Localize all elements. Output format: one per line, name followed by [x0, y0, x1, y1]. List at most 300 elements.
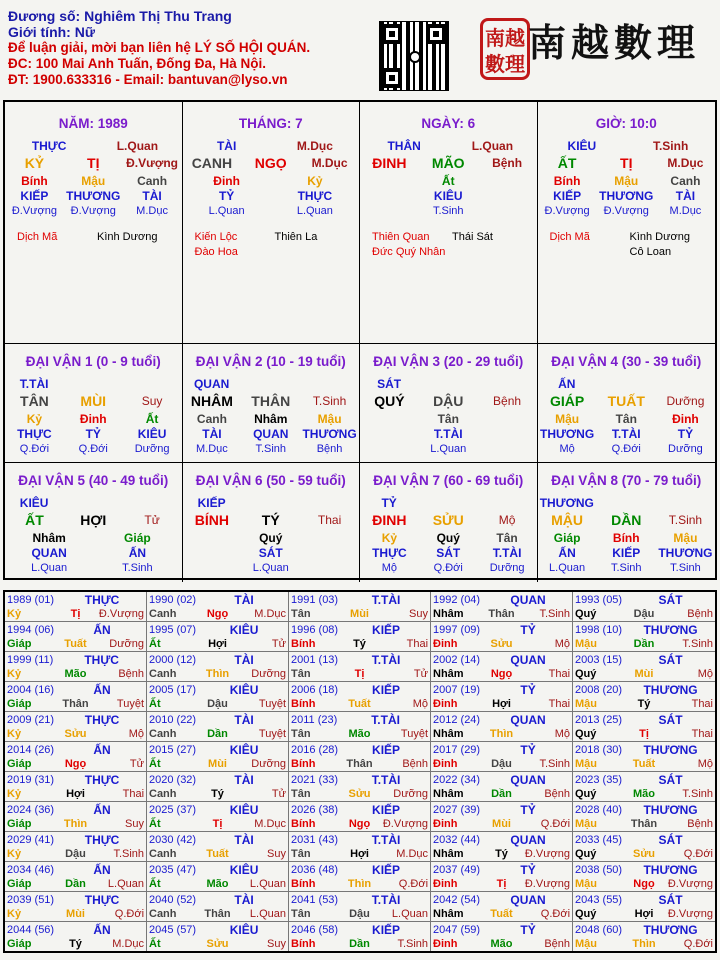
year-label: 2028 (40) — [575, 803, 623, 816]
year-branch: Mão — [633, 788, 655, 800]
hidden-god: TỶ — [85, 426, 101, 441]
year-state: Bệnh — [118, 668, 145, 680]
hidden-god: KIÊU — [137, 426, 167, 441]
year-head — [149, 742, 286, 757]
year-god: SÁT — [658, 832, 683, 847]
hidden-stem: Mậu — [614, 173, 639, 188]
year-god: ẤN — [93, 862, 111, 877]
year-branch: Thân — [204, 908, 231, 920]
year-state: Tử — [271, 788, 287, 800]
year-head — [291, 832, 428, 847]
year-body — [7, 877, 144, 891]
year-cell — [289, 712, 431, 742]
year-body — [575, 727, 713, 741]
year-state: Tuyệt — [116, 698, 145, 710]
dai-van-stem: ĐINH — [372, 512, 407, 528]
pillar-god-row — [183, 138, 360, 153]
pillar-branch: TỊ — [620, 155, 633, 171]
year-state: Mộ — [554, 728, 571, 740]
year-state: Suy — [409, 608, 429, 620]
year-body — [575, 907, 713, 921]
phone-email-line[interactable]: ĐT: 1900.633316 - Email: bantuvan@lyso.vn — [8, 72, 288, 87]
year-branch: Tuất — [348, 698, 371, 710]
year-stem: Canh — [149, 908, 177, 920]
year-state: Suy — [125, 818, 145, 830]
year-state: Thai — [122, 788, 145, 800]
year-label: 2027 (39) — [433, 803, 481, 816]
year-branch: Mùi — [492, 818, 511, 830]
year-state: Đ.Vượng — [98, 608, 145, 620]
dai-van-hidden-states — [360, 441, 537, 456]
year-stem: Canh — [149, 848, 177, 860]
hidden-god: THƯƠNG — [66, 188, 121, 203]
year-cell — [431, 922, 573, 951]
year-branch: Hợi — [208, 638, 227, 650]
year-cell — [5, 892, 147, 922]
year-branch: Dần — [349, 938, 370, 950]
year-head — [291, 712, 428, 727]
year-head — [7, 772, 144, 787]
year-label: 2035 (47) — [149, 863, 197, 876]
pillar-branch: TỊ — [87, 155, 100, 171]
dai-van-title: ĐẠI VẬN 5 (40 - 49 tuổi) — [18, 473, 169, 488]
year-god: TỶ — [520, 682, 536, 697]
year-branch: Tý — [495, 848, 508, 860]
pillar-state: Bệnh — [492, 156, 523, 170]
year-label: 1992 (04) — [433, 593, 481, 606]
year-head — [291, 682, 428, 697]
star-right: Kình Dương — [97, 231, 158, 243]
star-left: Đào Hoa — [194, 246, 238, 258]
year-body — [149, 757, 286, 771]
dai-van-hidden-gods — [183, 545, 360, 560]
year-god: KIÊU — [229, 682, 259, 697]
year-head — [575, 862, 713, 877]
year-cell — [147, 682, 289, 712]
year-god: T.TÀI — [371, 832, 401, 847]
year-state: Suy — [267, 938, 287, 950]
dai-van-hidden-stems — [183, 411, 360, 426]
year-state: T.Sinh — [682, 788, 713, 800]
year-stem: Mậu — [575, 818, 597, 830]
year-cell — [573, 622, 715, 652]
year-stem: Tân — [291, 788, 311, 800]
star-row — [17, 230, 177, 245]
year-head — [149, 622, 286, 637]
year-state: T.Sinh — [539, 758, 571, 770]
year-stem: Đinh — [433, 698, 458, 710]
year-state: Q.Đới — [683, 848, 713, 860]
hidden-god: ẤN — [128, 545, 147, 560]
year-god: THƯƠNG — [643, 802, 698, 817]
year-god: KIÊU — [229, 802, 259, 817]
year-state: Q.Đới — [540, 908, 571, 920]
year-cell — [147, 892, 289, 922]
year-state: Tuyệt — [258, 728, 287, 740]
year-body — [291, 667, 428, 681]
year-state: Dưỡng — [251, 668, 287, 680]
year-god: TÀI — [234, 592, 254, 607]
pillar-stars — [195, 230, 355, 260]
year-body — [149, 907, 286, 921]
dai-van-stem-branch — [538, 510, 716, 530]
year-body — [149, 847, 286, 861]
year-head — [7, 712, 144, 727]
year-state: Đ.Vượng — [382, 818, 429, 830]
dai-van-god: KIẾP — [197, 495, 226, 510]
year-state: Tuyệt — [258, 698, 287, 710]
year-label: 2000 (12) — [149, 653, 197, 666]
red-seal-stamp: 南越 數理 — [480, 18, 530, 80]
year-state: M.Dục — [112, 938, 145, 950]
hidden-stem: Quý — [436, 530, 460, 545]
hidden-state: Q.Đới — [19, 442, 50, 455]
hidden-state: T.Sinh — [610, 561, 642, 574]
year-god: T.TÀI — [371, 652, 401, 667]
year-body — [7, 787, 144, 801]
star-left: Thiên Quan — [372, 231, 430, 243]
year-label: 1999 (11) — [7, 653, 54, 666]
year-body — [291, 937, 428, 951]
pillar-god-right: T.Sinh — [652, 138, 689, 153]
year-body — [291, 787, 428, 801]
hidden-state: Q.Đới — [611, 442, 641, 455]
year-branch: Dậu — [207, 698, 228, 710]
year-stem: Tân — [291, 728, 311, 740]
year-cell — [289, 622, 431, 652]
year-state: L.Quan — [391, 908, 429, 920]
hidden-stem: Mậu — [673, 530, 698, 545]
year-label: 2006 (18) — [291, 683, 339, 696]
dai-van-state: T.Sinh — [668, 513, 703, 527]
dai-van-hidden-states — [360, 560, 537, 575]
year-stem: Kỷ — [7, 668, 22, 680]
dai-van-god: TỶ — [381, 495, 397, 510]
year-state: Mộ — [554, 638, 571, 650]
year-head — [7, 622, 144, 637]
year-cell — [431, 652, 573, 682]
year-label: 2030 (42) — [149, 833, 197, 846]
year-god: KIẾP — [372, 622, 401, 637]
year-state: Tử — [413, 668, 429, 680]
star-right — [452, 245, 532, 260]
pillars-grid — [3, 100, 717, 580]
year-head — [291, 772, 428, 787]
year-state: Tử — [129, 758, 145, 770]
pillar-stem-branch-row — [538, 153, 716, 173]
year-stem: Quý — [575, 728, 597, 740]
dai-van-god-row — [538, 376, 716, 391]
year-body — [433, 817, 570, 831]
dai-van-hidden-gods — [360, 545, 537, 560]
year-god: THỰC — [84, 652, 119, 667]
hidden-stem: Kỷ — [307, 173, 323, 188]
dai-van-god-row — [5, 495, 182, 510]
dai-van-god-row — [360, 495, 537, 510]
year-god: THƯƠNG — [643, 922, 698, 937]
year-state: M.Dục — [254, 608, 287, 620]
year-god: QUAN — [510, 892, 546, 907]
hidden-state: Đ.Vượng — [603, 204, 649, 217]
year-state: Bệnh — [402, 758, 429, 770]
year-state: Q.Đới — [683, 938, 713, 950]
hidden-state: L.Quan — [549, 561, 586, 574]
year-branch: Hợi — [350, 848, 369, 860]
dai-van-stem: TÂN — [20, 393, 49, 409]
year-cell — [289, 682, 431, 712]
hidden-state: L.Quan — [252, 561, 289, 574]
year-god: KIÊU — [229, 622, 259, 637]
year-branch: Thân — [62, 698, 89, 710]
dai-van-hidden-gods — [360, 426, 537, 441]
hidden-stem: Canh — [670, 173, 701, 188]
year-state: Mộ — [697, 668, 713, 680]
address-line: ĐC: 100 Mai Anh Tuấn, Đống Đa, Hà Nội. — [8, 56, 267, 71]
year-body — [149, 697, 286, 711]
star-right: Cô Loan — [629, 246, 672, 258]
hidden-state: L.Quan — [31, 561, 68, 574]
year-cell — [573, 922, 715, 951]
year-god: KIÊU — [229, 742, 259, 757]
year-branch: Dần — [633, 638, 655, 650]
dai-van-god: SÁT — [377, 376, 402, 391]
year-god: KIÊU — [229, 922, 259, 937]
year-stem: Bính — [291, 758, 316, 770]
year-branch: Mùi — [634, 668, 654, 680]
year-state: Tử — [271, 638, 287, 650]
year-cell — [573, 652, 715, 682]
year-head — [149, 592, 286, 607]
pillar-title: NĂM: 1989 — [58, 116, 128, 131]
year-head — [291, 652, 428, 667]
year-body — [291, 817, 428, 831]
year-cell — [431, 682, 573, 712]
year-head — [433, 742, 570, 757]
year-label: 2040 (52) — [149, 893, 197, 906]
year-head — [433, 802, 570, 817]
year-body — [7, 637, 144, 651]
year-god: TỶ — [520, 862, 536, 877]
year-body — [7, 757, 144, 771]
year-branch: Mùi — [66, 908, 85, 920]
year-branch: Tuất — [490, 908, 513, 920]
year-head — [7, 922, 144, 937]
dai-van-title: ĐẠI VẬN 3 (20 - 29 tuổi) — [373, 354, 524, 369]
year-head — [149, 682, 286, 697]
dai-van-stem: ẤT — [25, 512, 44, 528]
year-state: T.Sinh — [397, 938, 429, 950]
year-cell — [289, 742, 431, 772]
hidden-state: M.Dục — [196, 442, 228, 455]
hidden-stem: Đinh — [672, 411, 699, 426]
year-branch: Dần — [491, 788, 512, 800]
year-stem: Bính — [291, 938, 316, 950]
year-branch: Dậu — [349, 908, 370, 920]
dai-van-stem-branch — [5, 391, 182, 411]
year-body — [291, 607, 428, 621]
pillar-hidden-states — [5, 203, 182, 218]
year-stem: Ất — [149, 698, 161, 710]
year-head — [149, 712, 286, 727]
year-label: 2044 (56) — [7, 923, 55, 936]
hidden-state: Đ.Vượng — [11, 204, 57, 217]
hidden-stem: Kỷ — [26, 411, 43, 426]
year-head — [149, 922, 286, 937]
year-label: 2004 (16) — [7, 683, 55, 696]
year-label: 2038 (50) — [575, 863, 623, 876]
year-head — [7, 862, 144, 877]
year-head — [7, 592, 144, 607]
year-cell — [573, 592, 715, 622]
year-state: L.Quan — [249, 908, 287, 920]
year-label: 2048 (60) — [575, 923, 623, 936]
year-label: 2014 (26) — [7, 743, 55, 756]
pillar-god-left: THÂN — [387, 138, 421, 153]
year-stem: Mậu — [575, 638, 597, 650]
year-state: Dưỡng — [251, 758, 287, 770]
pillar-hidden-gods — [5, 188, 182, 203]
hidden-stem: Tân — [615, 411, 637, 426]
year-branch: Tị — [70, 608, 81, 620]
year-body — [7, 937, 144, 951]
year-stem: Canh — [149, 728, 177, 740]
year-head — [149, 802, 286, 817]
hidden-state: T.Sinh — [432, 204, 464, 217]
year-body — [575, 787, 713, 801]
year-stem: Đinh — [433, 818, 458, 830]
pillar-god-row — [360, 138, 537, 153]
hidden-stem: Bính — [612, 530, 640, 545]
dai-van-hidden-states — [5, 560, 182, 575]
pillar-god-row — [5, 138, 182, 153]
year-state: Dưỡng — [393, 788, 429, 800]
year-label: 2034 (46) — [7, 863, 55, 876]
year-cell — [573, 802, 715, 832]
pillar-stem-branch-row — [183, 153, 360, 173]
year-stem: Đinh — [433, 758, 458, 770]
year-state: Mộ — [128, 728, 145, 740]
year-god: THỰC — [84, 712, 120, 727]
dai-van-stem: BÍNH — [194, 512, 230, 528]
year-head — [291, 922, 428, 937]
dai-van-7 — [360, 463, 538, 582]
dai-van-2 — [183, 344, 361, 463]
year-state: Tuyệt — [400, 728, 429, 740]
year-label: 2009 (21) — [7, 713, 55, 726]
dai-van-title: ĐẠI VẬN 1 (0 - 9 tuổi) — [25, 354, 161, 369]
year-body — [433, 847, 570, 861]
hidden-god: QUAN — [31, 545, 67, 560]
year-label: 2047 (59) — [433, 923, 481, 936]
year-label: 1997 (09) — [433, 623, 481, 636]
year-label: 1998 (10) — [575, 623, 623, 636]
hidden-god: THƯƠNG — [302, 426, 357, 441]
year-branch: Thìn — [347, 878, 372, 890]
hidden-god: THƯƠNG — [658, 545, 713, 560]
year-head — [7, 892, 144, 907]
year-stem: Quý — [575, 668, 597, 680]
year-state: Thai — [548, 698, 571, 710]
pillar-3 — [538, 102, 716, 344]
pillar-god-left: THỰC — [31, 138, 67, 153]
dai-van-hidden-stems — [360, 411, 537, 426]
year-body — [291, 877, 428, 891]
year-branch: Sửu — [490, 638, 513, 650]
contact-line: Để luận giải, mời bạn liên hệ LÝ SỐ HỘI QUÁN. — [8, 40, 311, 55]
year-stem: Canh — [149, 608, 177, 620]
year-stem: Bính — [291, 698, 316, 710]
year-cell — [431, 712, 573, 742]
year-body — [433, 727, 570, 741]
year-head — [575, 712, 713, 727]
year-branch: Ngọ — [206, 608, 229, 620]
year-head — [433, 592, 570, 607]
year-god: THƯƠNG — [643, 622, 698, 637]
dai-van-stem: MẬU — [551, 512, 584, 528]
dai-van-stem-branch — [538, 391, 716, 411]
pillar-stem: CANH — [191, 155, 233, 171]
hidden-state: Mộ — [559, 442, 575, 455]
hidden-state: L.Quan — [430, 442, 467, 455]
year-god: KIÊU — [229, 862, 259, 877]
star-row — [550, 230, 710, 245]
hidden-god: THƯƠNG — [599, 188, 654, 203]
year-stem: Quý — [575, 788, 597, 800]
year-head — [149, 892, 286, 907]
year-branch: Tị — [496, 878, 507, 890]
year-state: Thai — [406, 638, 429, 650]
year-stem: Nhâm — [433, 788, 464, 800]
year-stem: Mậu — [575, 938, 597, 950]
year-body — [291, 697, 428, 711]
year-head — [7, 802, 144, 817]
year-label: 2041 (53) — [291, 893, 339, 906]
year-body — [433, 697, 570, 711]
year-cell — [573, 682, 715, 712]
year-state: Q.Đới — [114, 908, 145, 920]
year-god: ẤN — [93, 622, 111, 637]
dai-van-branch: TÝ — [261, 512, 280, 528]
year-god: SÁT — [658, 892, 683, 907]
year-god: QUAN — [510, 832, 546, 847]
dai-van-stem: NHÂM — [190, 393, 233, 409]
year-branch: Thìn — [489, 728, 514, 740]
year-state: Đ.Vượng — [524, 848, 571, 860]
year-branch: Thân — [488, 608, 515, 620]
year-label: 1990 (02) — [149, 593, 197, 606]
star-row — [195, 245, 355, 260]
year-branch: Tị — [639, 728, 649, 740]
year-body — [291, 847, 428, 861]
pillar-hidden-states — [360, 203, 537, 218]
year-label: 2003 (15) — [575, 653, 623, 666]
year-branch: Tị — [354, 668, 365, 680]
year-stem: Ất — [149, 938, 161, 950]
year-body — [149, 637, 286, 651]
year-head — [575, 892, 713, 907]
year-head — [433, 682, 570, 697]
dai-van-4 — [538, 344, 716, 463]
year-branch: Thìn — [205, 668, 230, 680]
hidden-state: Đ.Vượng — [70, 204, 116, 217]
year-cell — [5, 742, 147, 772]
year-god: THỰC — [84, 772, 120, 787]
star-row — [372, 245, 532, 260]
year-god: SÁT — [658, 592, 683, 607]
year-branch: Ngọ — [633, 878, 655, 890]
year-label: 2042 (54) — [433, 893, 481, 906]
year-cell — [147, 742, 289, 772]
